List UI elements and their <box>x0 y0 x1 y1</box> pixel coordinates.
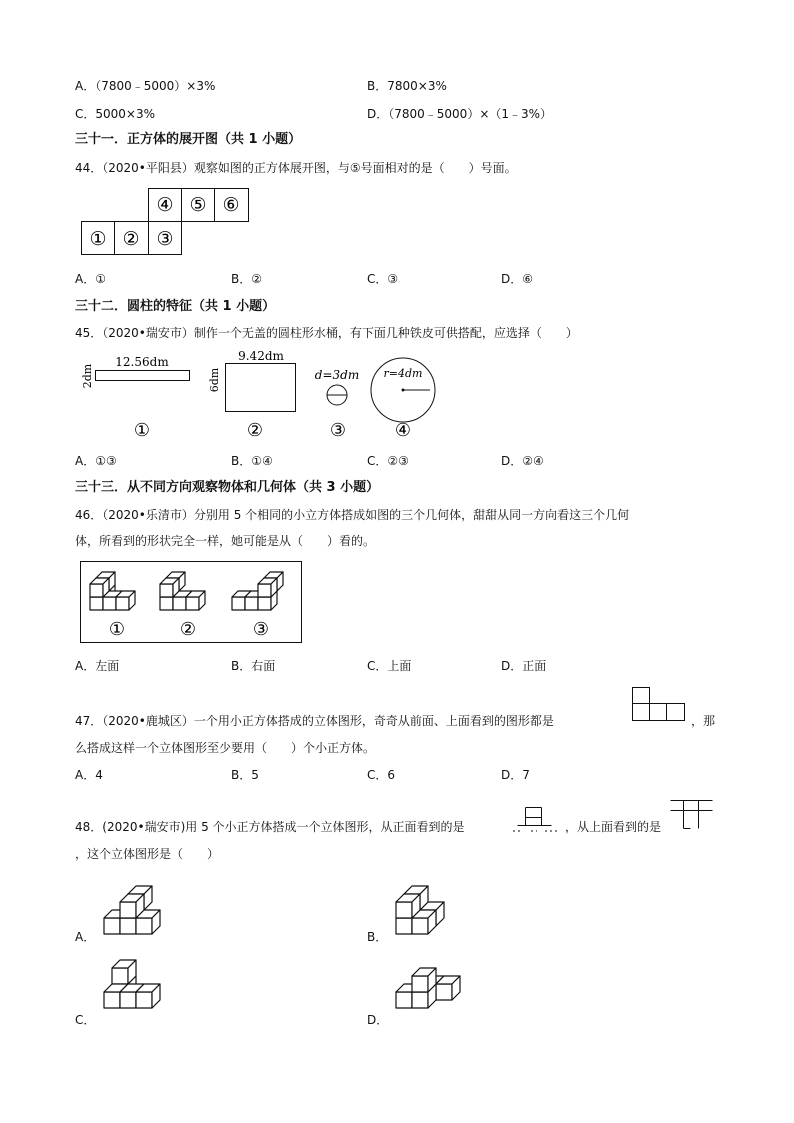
q48-option-b: B． <box>367 930 388 944</box>
prev-option-d: D．（7800﹣5000）×（1﹣3%） <box>367 107 553 121</box>
solid-2-label: ② <box>179 619 197 640</box>
q45-option-b: B．①④ <box>231 454 273 468</box>
q46-option-b: B．右面 <box>231 659 276 673</box>
q47-option-d: D．7 <box>501 768 530 782</box>
q48-stem-part1: 48．(2020•瑞安市)用 5 个小正方体搭成一个立体图形，从正面看到的是 <box>75 820 465 834</box>
solid-3-label: ③ <box>252 619 270 640</box>
q44-option-b: B．② <box>231 272 262 286</box>
q45-option-a: A．①③ <box>75 454 117 468</box>
q47-option-c: C．6 <box>367 768 396 782</box>
q48-option-d-figure <box>388 952 472 1014</box>
sheet-3-label: ③ <box>329 420 347 441</box>
net-face-5: ⑤ <box>189 194 207 216</box>
cube-unit <box>120 894 144 918</box>
section-title-32: 三十二．圆柱的特征（共 1 小题） <box>75 299 276 314</box>
sheet-1-length: 12.56dm <box>115 355 169 369</box>
q44-option-d: D．⑥ <box>501 272 533 286</box>
net-face-1: ① <box>89 228 107 250</box>
q48-stem-line2: ，这个立体图形是（ ） <box>75 847 220 861</box>
cube-unit <box>116 591 135 610</box>
q44-option-c: C．③ <box>367 272 399 286</box>
sheet-1-label: ① <box>133 420 151 441</box>
q47-option-b: B．5 <box>231 768 259 782</box>
prev-option-a: A．（7800﹣5000）×3% <box>75 79 216 93</box>
q44-stem: 44．（2020•平阳县）观察如图的正方体展开图，与⑤号面相对的是（ ）号面。 <box>75 161 517 175</box>
q45-stem: 45．（2020•瑞安市）制作一个无盖的圆柱形水桶，有下面几种铁皮可供搭配，应选择（ ） <box>75 326 578 340</box>
q45-option-c: C．②③ <box>367 454 409 468</box>
q46-stem-line2: 体，所看到的形状完全一样，她可能是从（ ）看的。 <box>75 534 376 548</box>
q46-option-a: A．左面 <box>75 659 120 673</box>
cube-unit <box>258 578 277 597</box>
cube-unit <box>436 976 460 1000</box>
net-face-4: ④ <box>156 194 174 216</box>
cube-unit <box>412 968 436 992</box>
q44-option-a: A．① <box>75 272 106 286</box>
net-face-3: ③ <box>156 228 174 250</box>
q46-stem-line1: 46．（2020•乐清市）分别用 5 个相同的小立方体搭成如图的三个几何体，甜甜从同一方向看这三个几何 <box>75 508 630 522</box>
sheet-4-label: ④ <box>394 420 412 441</box>
q47-view-shape <box>631 686 687 722</box>
solid-2 <box>160 572 205 610</box>
cube-unit <box>186 591 205 610</box>
section-title-33: 三十三．从不同方向观察物体和几何体（共 3 小题） <box>75 480 380 495</box>
q46-solids-figure <box>80 561 302 643</box>
q48-option-a-figure <box>96 870 186 940</box>
cube-unit <box>396 894 420 918</box>
sheet-3-diameter: d=3dm <box>314 368 360 382</box>
cube-unit <box>112 960 136 984</box>
sheet-2-label: ② <box>246 420 264 441</box>
q48-option-b-figure <box>388 870 468 940</box>
section-title-31: 三十一．正方体的展开图（共 1 小题） <box>75 132 302 147</box>
solid-1-label: ① <box>108 619 126 640</box>
solid-3 <box>232 572 283 610</box>
q44-cube-net <box>80 187 252 257</box>
sheet-1-width: 2dm <box>81 363 94 389</box>
sheet-1-rect <box>96 371 190 381</box>
q45-option-d: D．②④ <box>501 454 544 468</box>
q48-option-a: A． <box>75 930 96 944</box>
q48-option-c-figure <box>96 952 186 1014</box>
net-face-2: ② <box>122 228 140 250</box>
q48-front-view <box>511 805 561 835</box>
cube-unit <box>136 984 160 1008</box>
cube-unit <box>90 578 109 597</box>
q47-option-a: A．4 <box>75 768 103 782</box>
sheet-2-length: 9.42dm <box>238 350 284 363</box>
sheet-2-rect <box>226 364 296 412</box>
q47-stem-part1: 47．（2020•鹿城区）一个用小正方体搭成的立体图形，奇奇从前面、上面看到的图形都是 <box>75 714 554 728</box>
prev-option-c: C．5000×3% <box>75 107 156 121</box>
sheet-4-radius: r=4dm <box>383 367 423 380</box>
q48-option-c: C． <box>75 1013 96 1027</box>
prev-option-b: B．7800×3% <box>367 79 447 93</box>
q47-stem-part2: ，那 <box>691 714 716 728</box>
q46-option-c: C．上面 <box>367 659 412 673</box>
cube-unit <box>160 578 179 597</box>
q46-option-d: D．正面 <box>501 659 547 673</box>
q47-stem-line2: 么搭成这样一个立体图形至少要用（ ）个小正方体。 <box>75 741 376 755</box>
q48-option-d: D． <box>367 1013 389 1027</box>
q48-top-view <box>666 796 716 830</box>
q48-stem-part2: ，从上面看到的是 <box>565 820 662 834</box>
sheet-2-width: 6dm <box>208 367 221 393</box>
solid-1 <box>90 572 135 610</box>
net-face-6: ⑥ <box>222 194 240 216</box>
q45-sheets-figure <box>75 350 445 442</box>
